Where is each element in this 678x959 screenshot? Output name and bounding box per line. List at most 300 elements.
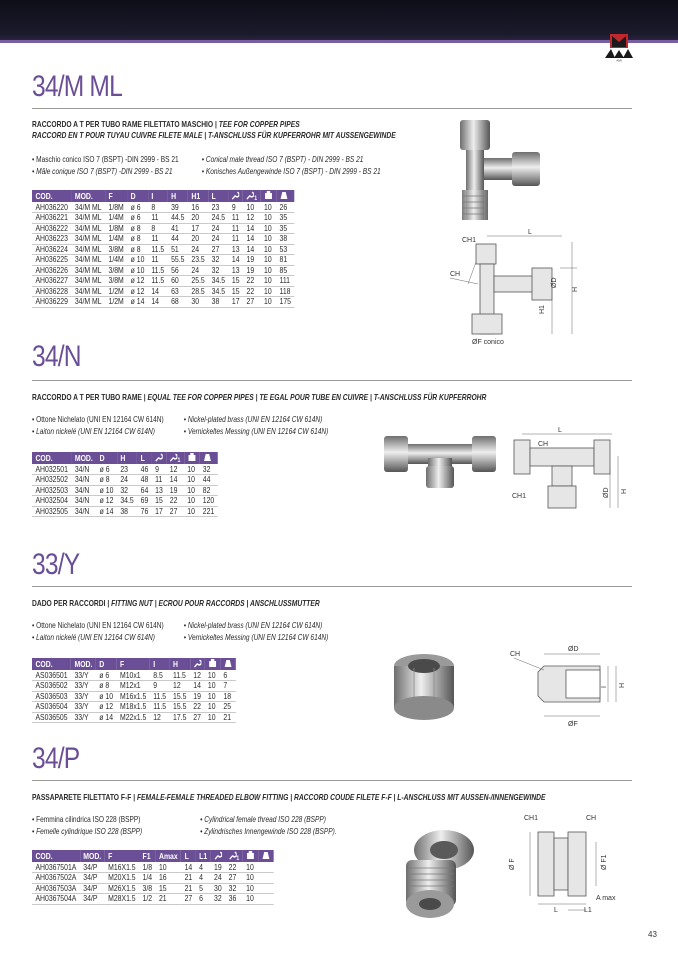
table-cell: AH0367501A	[32, 862, 80, 873]
table-cell: ø 8	[127, 244, 148, 255]
table-cell: 13	[228, 244, 243, 255]
table-cell: 15	[152, 496, 167, 507]
material-notes-33y	[32, 620, 376, 644]
table-cell: 12	[170, 681, 190, 692]
column-header: D	[127, 190, 148, 202]
table-row	[32, 464, 218, 475]
table-row	[32, 873, 274, 884]
table-cell	[258, 894, 273, 905]
table-cell: 34.5	[208, 276, 228, 287]
material-notes-34p	[32, 814, 376, 838]
product-photo-33y	[390, 648, 458, 722]
section-title-34n: 34/N	[32, 340, 81, 373]
column-header: I	[148, 190, 168, 202]
table-cell: 34/M ML	[71, 223, 105, 234]
table-cell: AH032502	[32, 475, 71, 486]
drawing-label: H	[619, 682, 626, 688]
table-cell: 10	[184, 485, 199, 496]
table-cell: 175	[276, 297, 294, 308]
table-cell: ø 8	[96, 681, 117, 692]
table-cell: 23	[117, 464, 137, 475]
table-cell: 44	[199, 475, 217, 486]
product-photo-34n	[384, 428, 496, 490]
table-cell: M16x1.5	[117, 691, 150, 702]
table-cell: 14	[243, 223, 260, 234]
desc-it: PASSAPARETE FILETTATO F-F |	[32, 793, 137, 802]
table-cell: 41	[168, 223, 188, 234]
table-cell: 10	[261, 223, 276, 234]
table-cell: 10	[156, 862, 182, 873]
column-header: F	[117, 658, 150, 670]
wrench1-icon: 1	[243, 190, 260, 202]
table-cell: 33/Y	[71, 702, 96, 713]
table-cell: 39	[168, 202, 188, 213]
spec-table-34p	[32, 850, 274, 905]
table-cell: 34/N	[71, 496, 96, 507]
table-cell: 14	[243, 234, 260, 245]
table-cell: 27	[225, 873, 242, 884]
table-cell: 38	[117, 506, 137, 517]
table-cell: 24	[211, 873, 226, 884]
table-cell: AH036228	[32, 286, 71, 297]
table-cell: 48	[137, 475, 152, 486]
column-header: MOD.	[80, 850, 105, 862]
table-cell: ø 12	[127, 276, 148, 287]
table-header-row	[32, 850, 274, 862]
table-cell: 11	[228, 213, 243, 224]
table-cell: 11	[228, 234, 243, 245]
table-cell: ø 10	[96, 691, 117, 702]
table-cell: 15	[228, 286, 243, 297]
table-cell: 14	[243, 244, 260, 255]
table-cell: ø 10	[127, 255, 148, 266]
table-cell: AH032501	[32, 464, 71, 475]
column-header: H	[168, 190, 188, 202]
table-cell: 32	[199, 464, 217, 475]
table-cell: AS036501	[32, 670, 71, 681]
table-cell: 17	[152, 506, 167, 517]
section-description-34n	[32, 392, 486, 403]
drawing-label: H	[572, 286, 579, 292]
note: • Nickel-plated brass (UNI EN 12164 CW 614N)	[183, 621, 323, 630]
table-cell: 10	[204, 670, 219, 681]
column-header: L1	[196, 850, 211, 862]
table-cell: 14	[190, 681, 205, 692]
table-cell: 23.5	[188, 255, 208, 266]
note: • Femelle cylindrique ISO 228 (BSPP)	[32, 827, 143, 836]
table-cell: 10	[204, 712, 219, 723]
table-cell: ø 6	[96, 670, 117, 681]
table-cell	[258, 873, 273, 884]
table-cell: 32	[117, 485, 137, 496]
table-row	[32, 202, 294, 213]
table-cell: 53	[276, 244, 294, 255]
table-cell: AH032503	[32, 485, 71, 496]
note: • Femmina cilindrica ISO 228 (BSPP)	[32, 815, 141, 824]
table-cell: 21	[156, 894, 182, 905]
table-cell: 28.5	[188, 286, 208, 297]
table-cell: 34/M ML	[71, 244, 105, 255]
logo-text: AMI	[616, 58, 622, 62]
table-cell: ø 14	[96, 506, 117, 517]
table-cell: 34/N	[71, 475, 96, 486]
table-cell: AH0367504A	[32, 894, 80, 905]
product-photo-34p	[392, 824, 482, 920]
table-cell: 8	[148, 223, 168, 234]
section-description-34m	[32, 119, 396, 141]
table-row	[32, 712, 235, 723]
table-cell: 14	[148, 297, 168, 308]
drawing-label: CH	[538, 441, 549, 448]
page-number: 43	[648, 930, 657, 939]
table-cell: ø 8	[127, 223, 148, 234]
table-cell: 18	[220, 691, 235, 702]
table-cell: 81	[276, 255, 294, 266]
table-row	[32, 702, 235, 713]
table-cell: ø 12	[96, 702, 117, 713]
table-row	[32, 223, 294, 234]
column-header: COD.	[32, 850, 80, 862]
table-cell: 111	[276, 276, 294, 287]
desc-en: EQUAL TEE FOR COPPER PIPES | TE EGAL POUR TUBE EN CUIVRE | T-ANSCHLUSS FÜR KUPFERROHR	[147, 393, 487, 402]
table-cell: 34/P	[80, 862, 105, 873]
table-cell: 21	[181, 883, 196, 894]
table-cell: 32	[211, 894, 226, 905]
table-row	[32, 691, 235, 702]
table-cell: 17	[188, 223, 208, 234]
drawing-label: Ø F1	[601, 854, 608, 870]
table-cell: 15	[156, 883, 182, 894]
desc-fr-de: RACCORD EN T POUR TUYAU CUIVRE FILETE MALE | T-ANSCHLUSS FÜR KUPFERROHR MIT AUSSENGEWINDE	[32, 131, 396, 140]
drawing-label: H1	[539, 305, 546, 314]
table-cell: ø 8	[127, 234, 148, 245]
column-header: L	[208, 190, 228, 202]
table-cell: 24	[208, 223, 228, 234]
table-cell: M16X1.5	[105, 862, 139, 873]
table-cell: 34/M ML	[71, 255, 105, 266]
table-cell: 32	[208, 255, 228, 266]
table-cell: 10	[204, 681, 219, 692]
column-header: F	[105, 850, 139, 862]
drawing-label: ØD	[603, 487, 610, 498]
note: • Vernickeltes Messing (UNI EN 12164 CW 614N)	[183, 633, 329, 642]
table-cell: 10	[261, 255, 276, 266]
table-cell: 1/8M	[105, 202, 127, 213]
column-header: H1	[188, 190, 208, 202]
table-cell: 10	[243, 873, 258, 884]
top-banner	[0, 0, 678, 40]
table-cell: 10	[204, 691, 219, 702]
note: • Nickel-plated brass (UNI EN 12164 CW 614N)	[183, 415, 323, 424]
table-cell: 60	[168, 276, 188, 287]
column-header: D	[96, 452, 117, 464]
drawing-label: CH1	[462, 237, 477, 244]
column-header: H	[170, 658, 190, 670]
table-row	[32, 894, 274, 905]
spec-table-34m	[32, 190, 294, 308]
table-cell: ø 10	[127, 265, 148, 276]
table-cell: 3/8M	[105, 265, 127, 276]
table-row	[32, 234, 294, 245]
table-cell: 1/4M	[105, 213, 127, 224]
table-cell: AH032504	[32, 496, 71, 507]
table-cell: M12x1	[117, 681, 150, 692]
table-cell: 6	[196, 894, 211, 905]
table-cell: 9	[150, 681, 170, 692]
table-cell: AH036222	[32, 223, 71, 234]
table-cell: 17	[228, 297, 243, 308]
package-box-icon	[204, 658, 219, 670]
table-cell: 120	[199, 496, 217, 507]
table-cell: 30	[211, 883, 226, 894]
table-cell: 23	[208, 202, 228, 213]
table-cell: M22x1.5	[117, 712, 150, 723]
table-cell: AH0367503A	[32, 883, 80, 894]
desc-en: FEMALE-FEMALE THREADED ELBOW FITTING | RACCORD COUDE FILETE F-F | L-ANSCHLUSS MIT AUSSEN-/INNENGEWINDE	[136, 793, 546, 802]
table-cell	[258, 883, 273, 894]
table-cell: 20	[188, 213, 208, 224]
table-cell: AS036505	[32, 712, 71, 723]
drawing-label: L	[558, 427, 562, 434]
table-row	[32, 286, 294, 297]
note: • Cylindrical female thread ISO 228 (BSPP)	[200, 815, 326, 824]
table-row	[32, 297, 294, 308]
table-cell: 25	[220, 702, 235, 713]
material-notes-34m	[32, 154, 426, 178]
table-cell: 10	[261, 202, 276, 213]
table-cell: 56	[168, 265, 188, 276]
table-cell: 13	[228, 265, 243, 276]
table-row	[32, 883, 274, 894]
table-cell: M28X1.5	[105, 894, 139, 905]
table-row	[32, 681, 235, 692]
column-header: MOD.	[71, 190, 105, 202]
table-cell: 85	[276, 265, 294, 276]
table-cell: 11	[152, 475, 167, 486]
table-cell: M26X1.5	[105, 883, 139, 894]
drawing-label: Ø F	[509, 858, 516, 870]
drawing-label: ØF	[568, 721, 578, 728]
table-cell: M18x1.5	[117, 702, 150, 713]
table-cell: 69	[137, 496, 152, 507]
table-cell: 22	[243, 286, 260, 297]
table-cell: ø 8	[96, 475, 117, 486]
table-cell: 19	[243, 255, 260, 266]
table-cell: 44	[168, 234, 188, 245]
table-header-row	[32, 190, 294, 202]
drawing-label: L	[528, 229, 532, 236]
table-cell: 22	[225, 862, 242, 873]
table-cell: 16	[188, 202, 208, 213]
table-cell: 34/P	[80, 873, 105, 884]
table-cell: AS036504	[32, 702, 71, 713]
table-row	[32, 213, 294, 224]
table-cell: ø 12	[127, 286, 148, 297]
column-header: Amax	[156, 850, 182, 862]
table-cell: 15	[228, 276, 243, 287]
column-header: F1	[139, 850, 155, 862]
section-title-34m: 34/M ML	[32, 70, 122, 103]
table-cell: 10	[261, 276, 276, 287]
table-cell: 25.5	[188, 276, 208, 287]
table-cell: 64	[137, 485, 152, 496]
table-cell: 10	[184, 464, 199, 475]
table-cell: 34.5	[208, 286, 228, 297]
table-cell: AH036220	[32, 202, 71, 213]
table-cell: M10x1	[117, 670, 150, 681]
column-header: L	[181, 850, 196, 862]
table-cell: ø 10	[96, 485, 117, 496]
table-cell: 5	[196, 883, 211, 894]
technical-drawing-34p	[500, 808, 630, 914]
table-cell: 1/2M	[105, 297, 127, 308]
wrench-icon	[152, 452, 167, 464]
drawing-label: L	[554, 907, 558, 914]
column-header: MOD.	[71, 452, 96, 464]
table-cell: 34/M ML	[71, 286, 105, 297]
table-cell: ø 6	[127, 213, 148, 224]
table-cell	[258, 862, 273, 873]
table-cell: 10	[261, 213, 276, 224]
table-cell: ø 6	[96, 464, 117, 475]
table-cell: 11	[148, 255, 168, 266]
drawing-label: CH	[510, 651, 521, 658]
table-cell: 34/P	[80, 883, 105, 894]
table-cell: 221	[199, 506, 217, 517]
table-cell: 27	[181, 894, 196, 905]
table-row	[32, 265, 294, 276]
table-cell: 46	[137, 464, 152, 475]
drawing-label: I	[601, 686, 608, 688]
table-cell: 8.5	[150, 670, 170, 681]
table-cell: 11	[148, 234, 168, 245]
table-cell: 21	[181, 873, 196, 884]
desc-en: FITTING NUT | ECROU POUR RACCORDS | ANSCHLUSSMUTTER	[111, 599, 320, 608]
table-cell: 34/N	[71, 506, 96, 517]
table-cell: AS036502	[32, 681, 71, 692]
note: • Zylindrisches Innengewinde ISO 228 (BSPP).	[200, 827, 337, 836]
table-cell: 10	[261, 265, 276, 276]
table-cell: 1/4M	[105, 255, 127, 266]
table-cell: 26	[276, 202, 294, 213]
table-cell: 27	[190, 712, 205, 723]
weight-icon	[199, 452, 217, 464]
table-cell: 35	[276, 223, 294, 234]
package-box-icon	[184, 452, 199, 464]
table-row	[32, 475, 218, 486]
table-cell: 1/2M	[105, 286, 127, 297]
table-cell: AH036227	[32, 276, 71, 287]
drawing-label: L1	[584, 907, 592, 914]
section-rule	[32, 380, 632, 381]
table-cell: AH036223	[32, 234, 71, 245]
table-cell: 24	[188, 244, 208, 255]
table-cell: AH036221	[32, 213, 71, 224]
table-cell: 10	[261, 286, 276, 297]
section-rule	[32, 108, 632, 109]
table-row	[32, 506, 218, 517]
note: • Laiton nickelé (UNI EN 12164 CW 614N)	[32, 633, 155, 642]
table-cell: 10	[243, 202, 260, 213]
table-cell: 10	[261, 297, 276, 308]
table-cell: 51	[168, 244, 188, 255]
table-cell: 10	[261, 244, 276, 255]
table-header-row	[32, 658, 235, 670]
table-cell: 34/M ML	[71, 276, 105, 287]
table-cell: 32	[225, 883, 242, 894]
table-header-row	[32, 452, 218, 464]
table-cell: 34/M ML	[71, 234, 105, 245]
table-cell: 34/P	[80, 894, 105, 905]
table-cell: 12	[150, 712, 170, 723]
weight-icon	[220, 658, 235, 670]
table-cell: 19	[243, 265, 260, 276]
table-cell: ø 14	[127, 297, 148, 308]
table-cell: 19	[166, 485, 183, 496]
product-photo-34m	[440, 114, 560, 224]
table-cell: 55.5	[168, 255, 188, 266]
wrench-icon	[211, 850, 226, 862]
spec-table-33y	[32, 658, 235, 723]
table-cell: 10	[243, 862, 258, 873]
note: • Ottone Nichelato (UNI EN 12164 CW 614N)	[32, 621, 164, 630]
drawing-label: ØF conico	[472, 339, 504, 346]
package-box-icon	[243, 850, 258, 862]
column-header: D	[96, 658, 117, 670]
table-cell: 32	[208, 265, 228, 276]
table-cell: 15.5	[170, 702, 190, 713]
table-cell: 22	[190, 702, 205, 713]
table-cell: 10	[261, 234, 276, 245]
table-cell: 12	[243, 213, 260, 224]
table-cell: 20	[188, 234, 208, 245]
wrench-icon	[228, 190, 243, 202]
table-cell: 7	[220, 681, 235, 692]
column-header: COD.	[32, 190, 71, 202]
table-cell: 10	[184, 496, 199, 507]
table-cell: 19	[190, 691, 205, 702]
table-cell: 38	[208, 297, 228, 308]
table-row	[32, 255, 294, 266]
table-cell: AH032505	[32, 506, 71, 517]
drawing-label: A max	[596, 895, 616, 902]
wrench-icon	[190, 658, 205, 670]
table-cell: 17.5	[170, 712, 190, 723]
desc-en: TEE FOR COPPER PIPES	[218, 120, 300, 129]
table-cell: 1/2	[139, 894, 155, 905]
drawing-label: CH1	[524, 815, 539, 822]
table-cell: 11	[228, 223, 243, 234]
table-cell: 33/Y	[71, 670, 96, 681]
note: • Mâle conique ISO 7 (BSPT) -DIN 2999 - BS 21	[32, 167, 173, 176]
table-cell: 24.5	[208, 213, 228, 224]
desc-it: RACCORDO A T PER TUBO RAME |	[32, 393, 148, 402]
table-row	[32, 496, 218, 507]
table-cell: 11.5	[148, 265, 168, 276]
note: • Vernickeltes Messing (UNI EN 12164 CW 614N)	[183, 427, 329, 436]
table-cell: 14	[166, 475, 183, 486]
note: • Ottone Nichelato (UNI EN 12164 CW 614N)	[32, 415, 164, 424]
table-cell: AS036503	[32, 691, 71, 702]
table-cell: 24	[188, 265, 208, 276]
table-cell: 1/4M	[105, 234, 127, 245]
table-cell: 35	[276, 213, 294, 224]
table-cell: 34/N	[71, 464, 96, 475]
table-cell: 3/8M	[105, 244, 127, 255]
table-cell: 34/M ML	[71, 265, 105, 276]
column-header: L	[137, 452, 152, 464]
table-cell: 9	[152, 464, 167, 475]
